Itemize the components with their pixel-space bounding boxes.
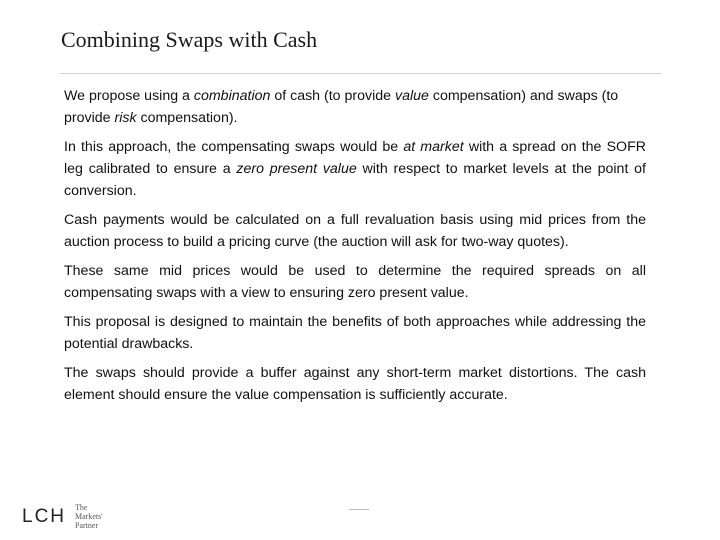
logo-wordmark: LCH — [22, 505, 67, 527]
paragraph-1 — [64, 85, 646, 129]
paragraph-text: We propose using a — [64, 88, 194, 104]
emphasis-text: at market — [403, 139, 464, 155]
emphasis-text: zero present value — [236, 161, 357, 177]
logo-tagline-line1: The Markets' — [75, 502, 103, 521]
paragraph-text: These same mid prices would be used to determine the required spreads on all compensating swaps with a view to ensuring zero present value. — [64, 263, 646, 301]
logo-tagline-line2: Partner — [75, 520, 99, 530]
paragraph-text: with a spread on the SOFR leg calibrated to ensure a — [64, 139, 646, 177]
paragraph-text: of cash (to provide — [270, 88, 395, 104]
slide-title: Combining Swaps with Cash — [61, 27, 318, 52]
paragraph-6 — [64, 362, 646, 406]
emphasis-text: risk — [114, 110, 137, 126]
title-divider — [60, 73, 661, 74]
logo-tagline — [75, 503, 117, 530]
paragraph-2 — [64, 136, 646, 202]
emphasis-text: value — [395, 88, 429, 104]
paragraph-text: compensation). — [136, 110, 238, 126]
lch-logo — [22, 502, 117, 530]
paragraph-5 — [64, 311, 646, 355]
paragraph-text: Cash payments would be calculated on a full revaluation basis using mid prices from the auction process to build a pricing curve (the auction will ask for two-way quotes). — [64, 212, 646, 250]
slide-body — [64, 85, 646, 413]
paragraph-text: In this approach, the compensating swaps would be — [64, 139, 404, 155]
paragraph-text: compensation) and swaps (to provide — [64, 88, 619, 126]
paragraph-3 — [64, 209, 646, 253]
paragraph-text: The swaps should provide a buffer against any short-term market distortions. The cash element should ensure the value compensation is sufficiently accurate. — [64, 365, 646, 403]
emphasis-text: combination — [193, 88, 271, 104]
paragraph-text: This proposal is designed to maintain the benefits of both approaches while addressing the potential drawbacks. — [64, 314, 646, 352]
paragraph-text: with respect to market levels at the point of conversion. — [64, 161, 646, 199]
footer-divider — [349, 509, 369, 510]
paragraph-4 — [64, 260, 646, 304]
